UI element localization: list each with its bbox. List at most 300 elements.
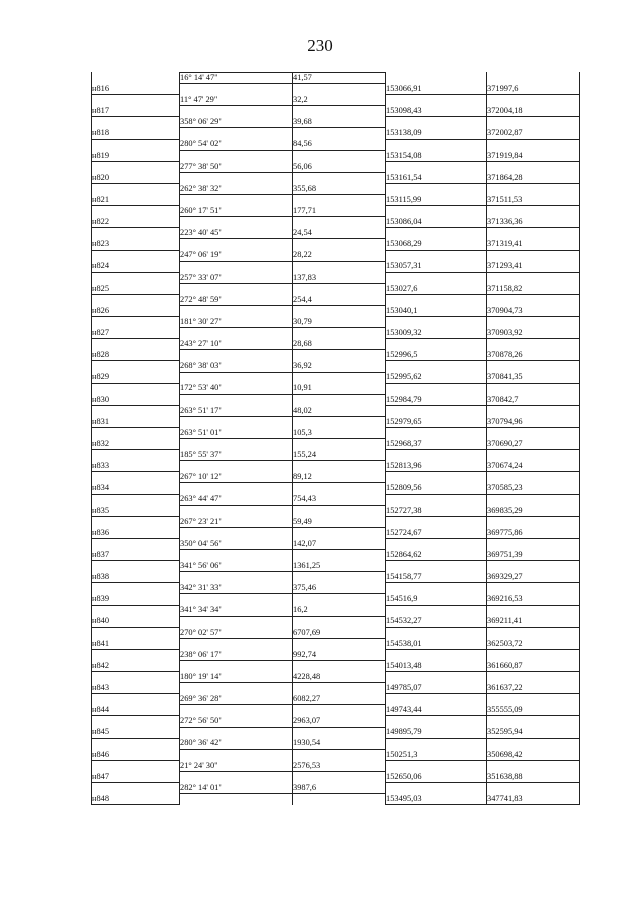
point-row [92, 550, 580, 561]
segment-row [92, 228, 580, 239]
distance: 1361,25 [293, 561, 386, 572]
distance: 2963,07 [293, 716, 386, 727]
point-row [92, 705, 580, 716]
coordinate-x: 152813,96 [386, 461, 487, 472]
distance: 137,83 [293, 272, 386, 283]
empty-cell [180, 172, 293, 183]
coordinate-x: 154158,77 [386, 572, 487, 583]
coordinate-x: 152996,5 [386, 350, 487, 361]
empty-cell [180, 683, 293, 694]
direction-angle: 180° 19' 14" [180, 672, 293, 683]
coordinate-y: 370841,35 [487, 372, 580, 383]
direction-angle: 280° 36' 42" [180, 738, 293, 749]
distance: 6082,27 [293, 694, 386, 705]
segment-row [92, 561, 580, 572]
empty-cell [293, 239, 386, 250]
point-name: н833 [92, 461, 180, 472]
empty-cell [386, 161, 487, 172]
point-name: н838 [92, 572, 180, 583]
point-name: н831 [92, 416, 180, 427]
segment-row [92, 317, 580, 328]
point-name: н823 [92, 239, 180, 250]
point-row [92, 217, 580, 228]
coordinate-y: 347741,83 [487, 794, 580, 805]
empty-cell [180, 616, 293, 627]
coordinate-x: 152984,79 [386, 394, 487, 405]
empty-cell [487, 405, 580, 416]
distance: 48,02 [293, 405, 386, 416]
empty-cell [180, 372, 293, 383]
point-name: н822 [92, 217, 180, 228]
point-name: н827 [92, 328, 180, 339]
point-row [92, 106, 580, 117]
empty-cell [487, 649, 580, 660]
empty-cell [92, 383, 180, 394]
empty-cell [92, 294, 180, 305]
empty-cell [92, 738, 180, 749]
direction-angle: 342° 31' 33" [180, 583, 293, 594]
empty-cell [487, 783, 580, 794]
empty-cell [293, 505, 386, 516]
empty-cell [386, 383, 487, 394]
empty-cell [386, 250, 487, 261]
empty-cell [293, 261, 386, 272]
segment-row [92, 583, 580, 594]
coordinate-x: 154013,48 [386, 660, 487, 671]
empty-cell [293, 217, 386, 228]
empty-cell [180, 550, 293, 561]
coordinate-x: 154516,9 [386, 594, 487, 605]
coordinate-y: 370842,7 [487, 394, 580, 405]
empty-cell [180, 261, 293, 272]
empty-cell [386, 672, 487, 683]
point-row [92, 328, 580, 339]
empty-cell [487, 561, 580, 572]
distance: 24,54 [293, 228, 386, 239]
distance: 16,2 [293, 605, 386, 616]
coordinate-x: 152864,62 [386, 550, 487, 561]
empty-cell [180, 705, 293, 716]
empty-cell [487, 95, 580, 106]
empty-cell [487, 183, 580, 194]
empty-cell [293, 660, 386, 671]
coordinate-y: 355555,09 [487, 705, 580, 716]
empty-cell [487, 73, 580, 84]
direction-angle: 185° 55' 37" [180, 450, 293, 461]
empty-cell [386, 472, 487, 483]
coordinate-y: 369751,39 [487, 550, 580, 561]
empty-cell [293, 527, 386, 538]
point-row [92, 749, 580, 760]
segment-row [92, 538, 580, 549]
empty-cell [293, 350, 386, 361]
coordinate-y: 371336,36 [487, 217, 580, 228]
coordinate-y: 369216,53 [487, 594, 580, 605]
empty-cell [487, 672, 580, 683]
empty-cell [92, 405, 180, 416]
distance: 4228,48 [293, 672, 386, 683]
coordinate-y: 370690,27 [487, 439, 580, 450]
empty-cell [386, 760, 487, 771]
point-name: н821 [92, 195, 180, 206]
empty-cell [180, 283, 293, 294]
empty-cell [487, 583, 580, 594]
empty-cell [487, 428, 580, 439]
direction-angle: 260° 17' 51" [180, 206, 293, 217]
empty-cell [293, 461, 386, 472]
point-row [92, 394, 580, 405]
distance: 32,2 [293, 95, 386, 106]
point-row [92, 638, 580, 649]
point-row [92, 372, 580, 383]
direction-angle: 223° 40' 45" [180, 228, 293, 239]
coordinate-y: 370903,92 [487, 328, 580, 339]
point-name: н845 [92, 727, 180, 738]
empty-cell [386, 716, 487, 727]
empty-cell [386, 561, 487, 572]
empty-cell [293, 749, 386, 760]
empty-cell [487, 516, 580, 527]
point-row [92, 594, 580, 605]
direction-angle: 267° 23' 21" [180, 516, 293, 527]
empty-cell [180, 106, 293, 117]
segment-row [92, 783, 580, 794]
point-name: н828 [92, 350, 180, 361]
direction-angle: 257° 33' 07" [180, 272, 293, 283]
segment-row [92, 627, 580, 638]
empty-cell [386, 494, 487, 505]
coordinate-y: 371997,6 [487, 84, 580, 95]
empty-cell [487, 538, 580, 549]
point-row [92, 416, 580, 427]
empty-cell [487, 627, 580, 638]
empty-cell [293, 172, 386, 183]
empty-cell [92, 649, 180, 660]
empty-cell [386, 450, 487, 461]
empty-cell [386, 783, 487, 794]
point-name: н842 [92, 660, 180, 671]
distance: 992,74 [293, 649, 386, 660]
direction-angle: 181° 30' 27" [180, 317, 293, 328]
direction-angle: 268° 38' 03" [180, 361, 293, 372]
empty-cell [487, 161, 580, 172]
segment-row [92, 73, 580, 84]
empty-cell [487, 716, 580, 727]
empty-cell [293, 705, 386, 716]
empty-cell [92, 161, 180, 172]
empty-cell [92, 605, 180, 616]
coordinate-x: 153068,29 [386, 239, 487, 250]
empty-cell [487, 494, 580, 505]
coordinate-x: 153098,43 [386, 106, 487, 117]
segment-row [92, 605, 580, 616]
distance: 142,07 [293, 538, 386, 549]
point-name: н829 [92, 372, 180, 383]
empty-cell [92, 228, 180, 239]
empty-cell [293, 616, 386, 627]
coordinate-y: 371919,84 [487, 150, 580, 161]
point-row [92, 483, 580, 494]
point-row [92, 239, 580, 250]
point-name: н830 [92, 394, 180, 405]
point-row [92, 261, 580, 272]
empty-cell [487, 250, 580, 261]
distance: 2576,53 [293, 760, 386, 771]
empty-cell [386, 294, 487, 305]
coordinate-x: 153040,1 [386, 305, 487, 316]
empty-cell [293, 150, 386, 161]
direction-angle: 270° 02' 57" [180, 627, 293, 638]
coordinate-y: 350698,42 [487, 749, 580, 760]
point-row [92, 727, 580, 738]
direction-angle: 267° 10' 12" [180, 472, 293, 483]
direction-angle: 238° 06' 17" [180, 649, 293, 660]
coordinate-y: 371864,28 [487, 172, 580, 183]
empty-cell [386, 605, 487, 616]
segment-row [92, 494, 580, 505]
empty-cell [487, 383, 580, 394]
segment-row [92, 361, 580, 372]
empty-cell [180, 660, 293, 671]
distance: 105,3 [293, 428, 386, 439]
empty-cell [386, 405, 487, 416]
point-row [92, 794, 580, 805]
empty-cell [293, 727, 386, 738]
empty-cell [92, 760, 180, 771]
distance: 3987,6 [293, 783, 386, 794]
direction-angle: 358° 06' 29" [180, 117, 293, 128]
segment-row [92, 649, 580, 660]
direction-angle: 243° 27' 10" [180, 339, 293, 350]
empty-cell [487, 605, 580, 616]
page-number: 230 [307, 36, 333, 55]
direction-angle: 247° 06' 19" [180, 250, 293, 261]
direction-angle: 341° 34' 34" [180, 605, 293, 616]
empty-cell [293, 594, 386, 605]
empty-cell [386, 583, 487, 594]
empty-cell [386, 117, 487, 128]
empty-cell [180, 128, 293, 139]
coordinate-y: 372004,18 [487, 106, 580, 117]
empty-cell [92, 494, 180, 505]
empty-cell [180, 794, 293, 805]
empty-cell [293, 283, 386, 294]
point-name: н816 [92, 84, 180, 95]
segment-row [92, 716, 580, 727]
coordinate-x: 153066,91 [386, 84, 487, 95]
distance: 355,68 [293, 183, 386, 194]
empty-cell [180, 727, 293, 738]
point-row [92, 283, 580, 294]
segment-row [92, 339, 580, 350]
coordinate-x: 153115,99 [386, 195, 487, 206]
empty-cell [180, 328, 293, 339]
coordinate-x: 154538,01 [386, 638, 487, 649]
empty-cell [487, 450, 580, 461]
point-row [92, 305, 580, 316]
distance: 28,22 [293, 250, 386, 261]
coordinate-x: 153086,04 [386, 217, 487, 228]
coordinate-y: 371319,41 [487, 239, 580, 250]
empty-cell [180, 84, 293, 95]
direction-angle: 350° 04' 56" [180, 538, 293, 549]
point-name: н817 [92, 106, 180, 117]
distance: 59,49 [293, 516, 386, 527]
point-row [92, 350, 580, 361]
empty-cell [487, 361, 580, 372]
empty-cell [293, 416, 386, 427]
empty-cell [180, 195, 293, 206]
empty-cell [293, 550, 386, 561]
point-row [92, 128, 580, 139]
distance: 56,06 [293, 161, 386, 172]
empty-cell [92, 583, 180, 594]
segment-row [92, 405, 580, 416]
empty-cell [180, 594, 293, 605]
coordinate-y: 370794,96 [487, 416, 580, 427]
segment-row [92, 250, 580, 261]
empty-cell [386, 272, 487, 283]
point-name: н844 [92, 705, 180, 716]
distance: 39,68 [293, 117, 386, 128]
segment-row [92, 272, 580, 283]
empty-cell [92, 716, 180, 727]
point-row [92, 683, 580, 694]
segment-row [92, 206, 580, 217]
coordinate-x: 149895,79 [386, 727, 487, 738]
distance: 41,57 [293, 73, 386, 84]
empty-cell [487, 294, 580, 305]
point-name: н820 [92, 172, 180, 183]
empty-cell [293, 683, 386, 694]
empty-cell [92, 472, 180, 483]
direction-angle: 272° 56' 50" [180, 716, 293, 727]
segment-row [92, 450, 580, 461]
empty-cell [386, 738, 487, 749]
empty-cell [386, 317, 487, 328]
point-name: н846 [92, 749, 180, 760]
coordinate-y: 369211,41 [487, 616, 580, 627]
coordinate-y: 370904,73 [487, 305, 580, 316]
empty-cell [92, 272, 180, 283]
distance: 89,12 [293, 472, 386, 483]
coordinate-y: 370585,23 [487, 483, 580, 494]
direction-angle: 282° 14' 01" [180, 783, 293, 794]
direction-angle: 263° 44' 47" [180, 494, 293, 505]
coordinate-x: 152727,38 [386, 505, 487, 516]
direction-angle: 341° 56' 06" [180, 561, 293, 572]
empty-cell [293, 106, 386, 117]
segment-row [92, 294, 580, 305]
distance: 10,91 [293, 383, 386, 394]
point-row [92, 616, 580, 627]
empty-cell [386, 627, 487, 638]
distance: 155,24 [293, 450, 386, 461]
empty-cell [92, 183, 180, 194]
empty-cell [293, 305, 386, 316]
empty-cell [92, 73, 180, 84]
direction-angle: 16° 14' 47" [180, 73, 293, 84]
coordinate-x: 154532,27 [386, 616, 487, 627]
empty-cell [180, 305, 293, 316]
empty-cell [92, 95, 180, 106]
coordinate-x: 152995,62 [386, 372, 487, 383]
point-name: н819 [92, 150, 180, 161]
point-row [92, 439, 580, 450]
empty-cell [487, 738, 580, 749]
point-row [92, 172, 580, 183]
segment-row [92, 117, 580, 128]
empty-cell [293, 572, 386, 583]
direction-angle: 262° 38' 32" [180, 183, 293, 194]
distance: 1930,54 [293, 738, 386, 749]
empty-cell [180, 638, 293, 649]
coordinate-y: 371293,41 [487, 261, 580, 272]
coordinate-x: 152724,67 [386, 527, 487, 538]
point-row [92, 771, 580, 782]
empty-cell [386, 73, 487, 84]
point-name: н824 [92, 261, 180, 272]
distance: 30,79 [293, 317, 386, 328]
empty-cell [180, 439, 293, 450]
empty-cell [92, 339, 180, 350]
segment-row [92, 672, 580, 683]
empty-cell [293, 439, 386, 450]
empty-cell [180, 527, 293, 538]
segment-row [92, 738, 580, 749]
distance: 36,92 [293, 361, 386, 372]
coordinate-y: 371511,53 [487, 195, 580, 206]
coordinates-table [91, 72, 580, 805]
distance: 84,56 [293, 139, 386, 150]
coordinate-x: 149785,07 [386, 683, 487, 694]
point-name: н840 [92, 616, 180, 627]
point-name: н832 [92, 439, 180, 450]
empty-cell [180, 749, 293, 760]
empty-cell [487, 139, 580, 150]
segment-row [92, 516, 580, 527]
empty-cell [92, 139, 180, 150]
empty-cell [293, 638, 386, 649]
empty-cell [487, 760, 580, 771]
empty-cell [386, 428, 487, 439]
empty-cell [180, 239, 293, 250]
distance: 177,71 [293, 206, 386, 217]
empty-cell [92, 361, 180, 372]
point-row [92, 572, 580, 583]
direction-angle: 280° 54' 02" [180, 139, 293, 150]
segment-row [92, 472, 580, 483]
empty-cell [487, 206, 580, 217]
empty-cell [386, 538, 487, 549]
empty-cell [293, 328, 386, 339]
coordinate-x: 153154,08 [386, 150, 487, 161]
coordinate-x: 153495,03 [386, 794, 487, 805]
empty-cell [293, 128, 386, 139]
empty-cell [487, 694, 580, 705]
empty-cell [92, 627, 180, 638]
segment-row [92, 95, 580, 106]
coordinate-x: 152809,56 [386, 483, 487, 494]
empty-cell [487, 228, 580, 239]
point-name: н847 [92, 771, 180, 782]
coordinate-y: 370878,26 [487, 350, 580, 361]
empty-cell [180, 572, 293, 583]
point-name: н835 [92, 505, 180, 516]
segment-row [92, 161, 580, 172]
empty-cell [92, 561, 180, 572]
empty-cell [92, 428, 180, 439]
